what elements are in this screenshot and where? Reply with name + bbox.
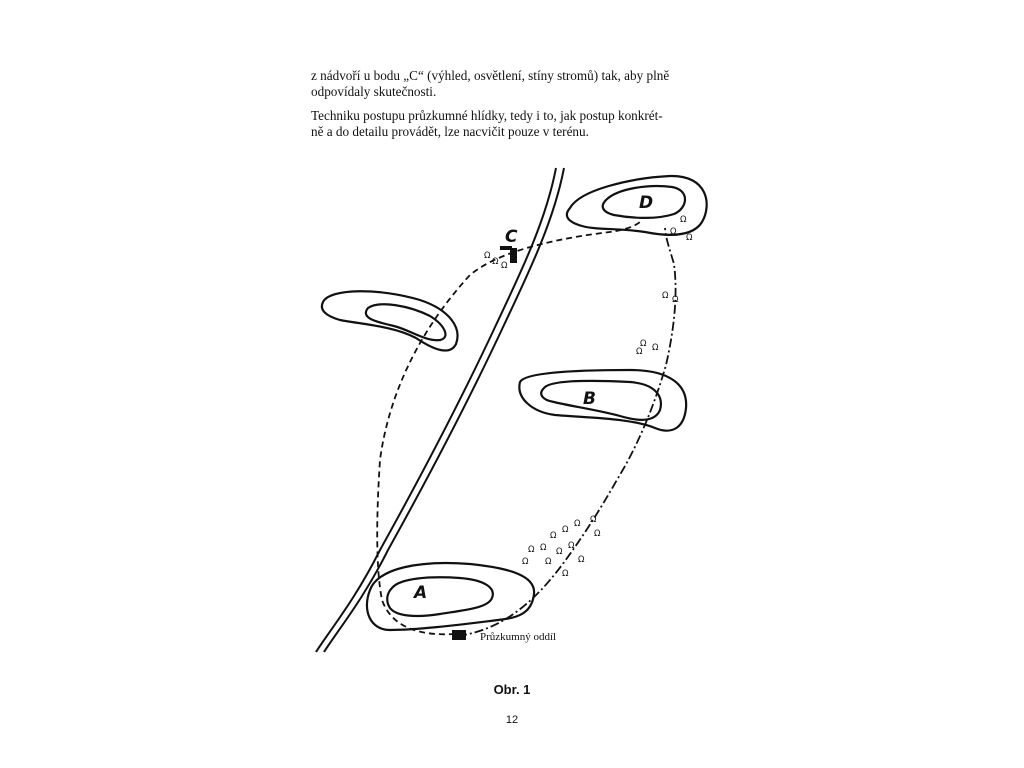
svg-text:Ω: Ω bbox=[686, 233, 693, 243]
reconnaissance-route-map bbox=[300, 160, 720, 670]
point-c-marker bbox=[500, 227, 518, 263]
svg-text:Ω: Ω bbox=[540, 543, 547, 553]
svg-text:Ω: Ω bbox=[680, 215, 687, 225]
paragraph-2-line-1: Techniku postupu průzkumné hlídky, tedy i to, jak postup konkrét- bbox=[311, 108, 663, 123]
point-b-label: B bbox=[583, 389, 596, 409]
svg-text:Ω: Ω bbox=[522, 557, 529, 567]
route-dashed bbox=[377, 222, 640, 634]
svg-text:Ω: Ω bbox=[652, 343, 659, 353]
page-number: 12 bbox=[505, 714, 519, 726]
svg-text:Ω: Ω bbox=[545, 557, 552, 567]
svg-text:Ω: Ω bbox=[574, 519, 581, 529]
unit-label: Průzkumný oddíl bbox=[480, 631, 557, 643]
svg-text:Ω: Ω bbox=[594, 529, 601, 539]
paragraph-1-line-1: z nádvoří u bodu „C“ (výhled, osvětlení, stíny stromů) tak, aby plně bbox=[311, 68, 670, 83]
svg-text:Ω: Ω bbox=[492, 257, 499, 267]
svg-text:Ω: Ω bbox=[501, 261, 508, 271]
svg-text:Ω: Ω bbox=[590, 515, 597, 525]
paragraph-2-line-2: ně a do detailu provádět, lze nacvičit pouze v terénu. bbox=[311, 124, 589, 139]
figure-caption: Obr. 1 bbox=[493, 682, 531, 697]
svg-text:Ω: Ω bbox=[662, 291, 669, 301]
hill-unlabeled bbox=[322, 291, 458, 350]
hill-a bbox=[367, 563, 534, 630]
svg-text:Ω: Ω bbox=[636, 347, 643, 357]
paragraph-2 bbox=[311, 108, 715, 140]
point-c-label: C bbox=[505, 227, 518, 247]
paragraph-1 bbox=[311, 68, 715, 100]
svg-text:Ω: Ω bbox=[670, 227, 677, 237]
paragraph-1-line-2: odpovídaly skutečnosti. bbox=[311, 84, 437, 99]
svg-text:Ω: Ω bbox=[556, 547, 563, 557]
svg-text:Ω: Ω bbox=[562, 569, 569, 579]
svg-text:Ω: Ω bbox=[528, 545, 535, 555]
point-a-label: A bbox=[414, 583, 428, 603]
svg-text:Ω: Ω bbox=[640, 339, 647, 349]
svg-text:Ω: Ω bbox=[578, 555, 585, 565]
svg-text:Ω: Ω bbox=[562, 525, 569, 535]
hill-d bbox=[567, 176, 707, 235]
road-line-left bbox=[316, 168, 556, 652]
svg-text:Ω: Ω bbox=[672, 295, 679, 305]
svg-text:Ω: Ω bbox=[484, 251, 491, 261]
svg-text:Ω: Ω bbox=[568, 541, 575, 551]
point-d-label: D bbox=[639, 193, 654, 213]
svg-text:Ω: Ω bbox=[550, 531, 557, 541]
unit-marker bbox=[452, 630, 466, 640]
